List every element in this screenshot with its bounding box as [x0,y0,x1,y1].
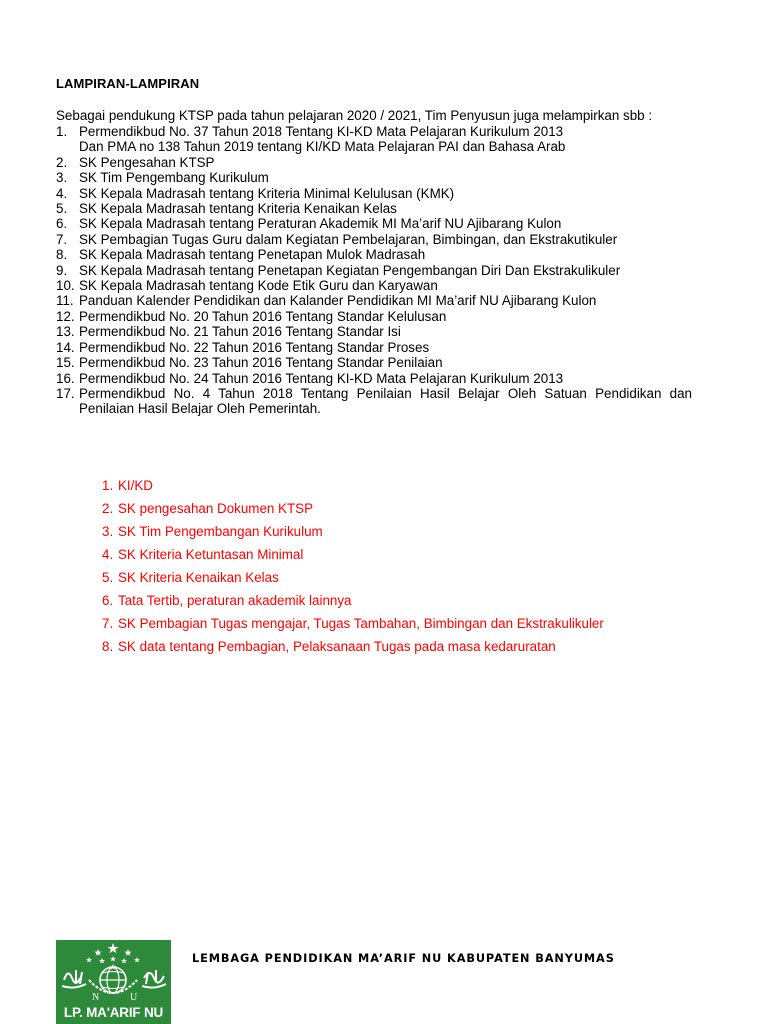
red-list-item-number: 4. [102,547,114,562]
list-item-number: 8. [56,247,68,263]
list-item-text: Permendikbud No. 21 Tahun 2016 Tentang Standar Isi [79,324,401,340]
list-item-text: SK Kepala Madrasah tentang Penetapan Kegiatan Pengembangan Diri Dan Ekstrakulikuler [79,262,621,278]
nu-logo [56,940,171,1024]
logo-letter-u: U [130,992,138,1003]
red-list-item [102,547,604,570]
list-item-number: 9. [56,262,68,278]
red-list-item-number: 3. [102,524,114,539]
list-item [56,124,692,155]
list-item-text: Permendikbud No. 4 Tahun 2018 Tentang Penilaian Hasil Belajar Oleh Satuan Pendidikan dan Penilaian Hasil Belajar Oleh Pemerintah. [79,385,692,417]
list-item-number: 2. [56,154,68,170]
red-list-item-text: SK Pembagian Tugas mengajar, Tugas Tambahan, Bimbingan dan Ekstrakulikuler [118,616,604,631]
red-list-item [102,639,604,662]
list-item [56,201,692,216]
red-list-item [102,524,604,547]
logo-letter-n: N [92,992,100,1003]
red-list-item-number: 8. [102,639,114,654]
list-item-text: SK Kepala Madrasah tentang Kode Etik Guru dan Karyawan [79,278,438,294]
list-item-text: SK Kepala Madrasah tentang Peraturan Akademik MI Ma’arif NU Ajibarang Kulon [79,216,562,232]
red-list-item-text: KI/KD [118,478,153,493]
red-list-item-text: SK data tentang Pembagian, Pelaksanaan Tugas pada masa kedaruratan [118,639,556,654]
red-attachment-list [102,478,604,662]
list-item-number: 4. [56,185,68,201]
list-item-number: 1. [56,124,68,139]
list-item [56,216,692,231]
red-list-item-text: SK Kriteria Kenaikan Kelas [118,570,279,585]
red-list-item [102,616,604,639]
list-item [56,232,692,247]
list-item-text [79,124,692,155]
red-list-item [102,478,604,501]
list-item [56,324,692,339]
list-item-number: 14. [56,339,75,355]
list-item-text: SK Kepala Madrasah tentang Kriteria Minimal Kelulusan (KMK) [79,185,455,201]
list-item [56,340,692,355]
list-item [56,247,692,262]
list-item-text: Panduan Kalender Pendidikan dan Kalander Pendidikan MI Ma’arif NU Ajibarang Kulon [79,293,597,309]
list-item [56,386,692,417]
intro-paragraph: Sebagai pendukung KTSP pada tahun pelajaran 2020 / 2021, Tim Penyusun juga melampirkan sbb : [56,108,653,123]
list-item [56,155,692,170]
list-item-number: 10. [56,278,75,294]
red-list-item-number: 6. [102,593,114,608]
list-item-text: Permendikbud No. 20 Tahun 2016 Tentang Standar Kelulusan [79,308,447,324]
red-list-item-text: SK Tim Pengembangan Kurikulum [118,524,323,539]
list-item-text: SK Pengesahan KTSP [79,154,215,170]
list-item-line: Dan PMA no 138 Tahun 2019 tentang KI/KD Mata Pelajaran PAI dan Bahasa Arab [79,139,566,155]
list-item-number: 11. [56,293,74,309]
footer-organization: LEMBAGA PENDIDIKAN MA’ARIF NU KABUPATEN BANYUMAS [192,952,615,965]
list-item-number: 6. [56,216,68,232]
list-item-text: SK Kepala Madrasah tentang Kriteria Kenaikan Kelas [79,201,397,217]
red-list-item [102,570,604,593]
list-item [56,371,692,386]
list-item-number: 16. [56,370,75,386]
list-item-line: Permendikbud No. 37 Tahun 2018 Tentang KI-KD Mata Pelajaran Kurikulum 2013 [79,124,564,139]
red-list-item-text: Tata Tertib, peraturan akademik lainnya [118,593,352,608]
red-list-item-number: 2. [102,501,114,516]
list-item-text: Permendikbud No. 24 Tahun 2016 Tentang KI-KD Mata Pelajaran Kurikulum 2013 [79,370,564,386]
list-item [56,293,692,308]
list-item-number: 3. [56,170,68,186]
list-item [56,170,692,185]
list-item-number: 5. [56,201,68,217]
list-item-number: 17. [56,385,75,401]
list-item-text: SK Pembagian Tugas Guru dalam Kegiatan Pembelajaran, Bimbingan, dan Ekstrakutikuler [79,231,618,247]
list-item-text: Permendikbud No. 22 Tahun 2016 Tentang Standar Proses [79,339,430,355]
list-item-number: 13. [56,324,75,340]
list-item-text: SK Tim Pengembang Kurikulum [79,170,269,186]
logo-text: LP. MA'ARIF NU [63,1005,164,1020]
list-item-number: 7. [56,231,68,247]
list-item-text: Permendikbud No. 23 Tahun 2016 Tentang Standar Penilaian [79,355,443,371]
list-item [56,263,692,278]
attachment-list [56,124,692,417]
list-item-text: SK Kepala Madrasah tentang Penetapan Mulok Madrasah [79,247,426,263]
red-list-item-text: SK pengesahan Dokumen KTSP [118,501,314,516]
red-list-item-number: 7. [102,616,114,631]
list-item [56,186,692,201]
red-list-item [102,501,604,524]
list-item [56,278,692,293]
list-item-number: 15. [56,355,75,371]
red-list-item-number: 5. [102,570,114,585]
page-title: LAMPIRAN-LAMPIRAN [56,76,200,91]
list-item-number: 12. [56,308,75,324]
list-item [56,355,692,370]
nu-emblem-icon [56,940,171,1006]
red-list-item-number: 1. [102,478,114,493]
list-item [56,309,692,324]
red-list-item [102,593,604,616]
red-list-item-text: SK Kriteria Ketuntasan Minimal [118,547,304,562]
